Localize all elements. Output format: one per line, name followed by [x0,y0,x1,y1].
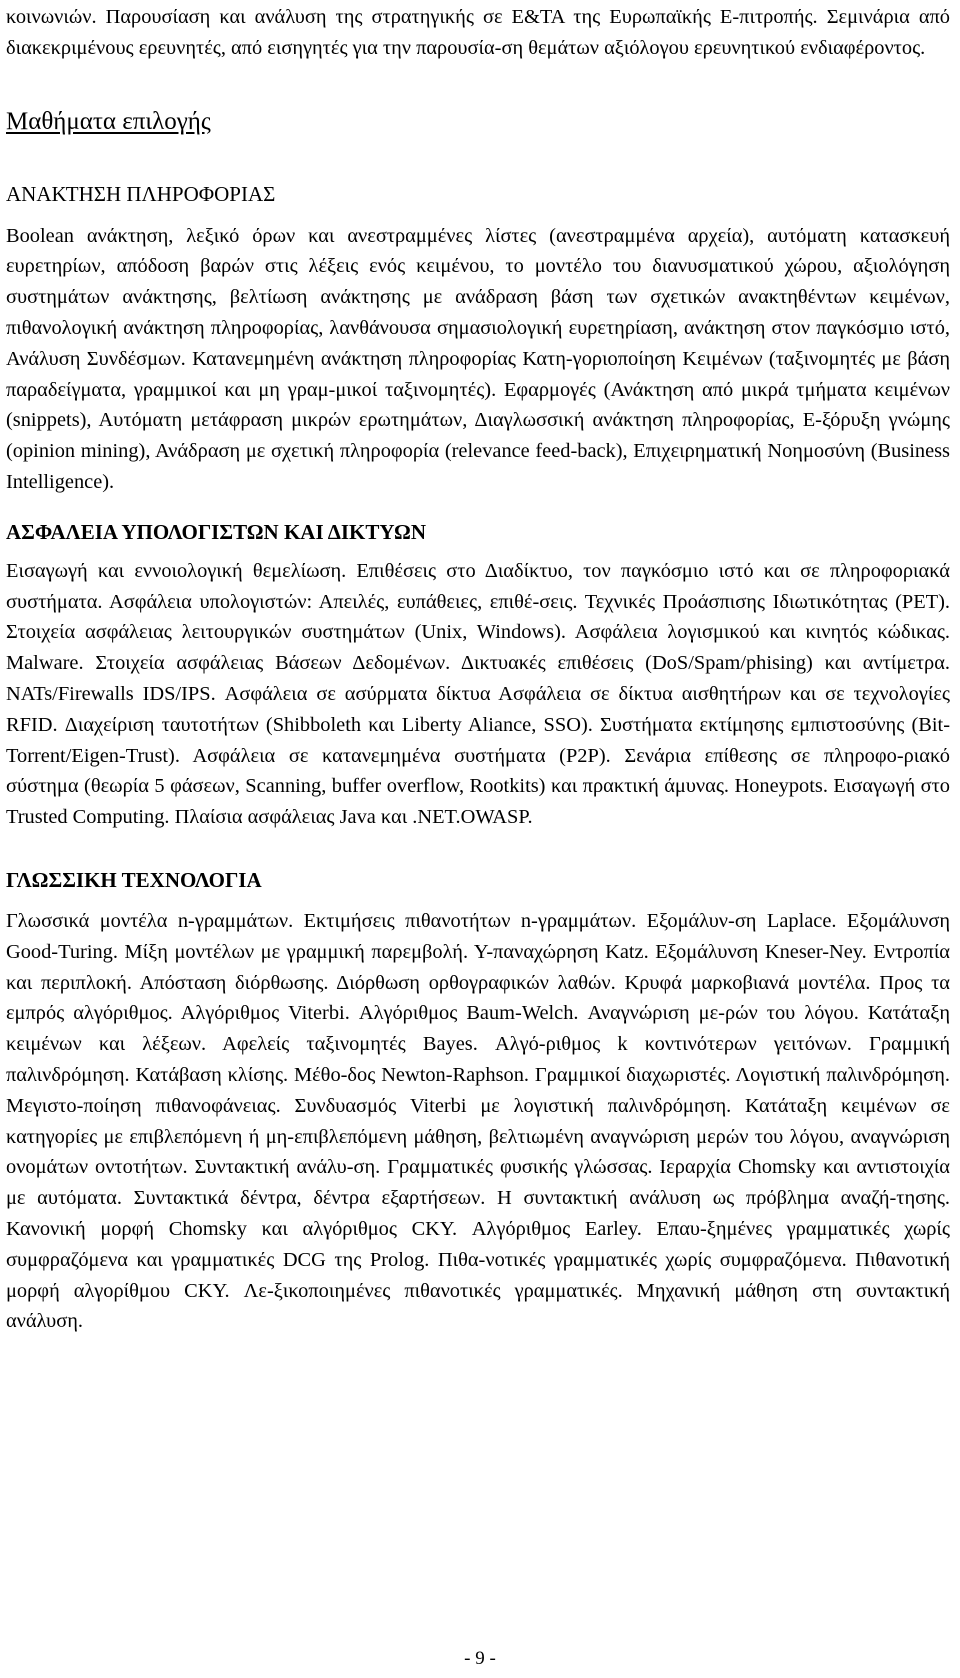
intro-paragraph: κοινωνιών. Παρουσίαση και ανάλυση της στρατηγικής σε Ε&ΤΑ της Ευρωπαϊκής Ε-πιτροπής. Σεμινάρια από διακεκριμένους ερευνητές, από εισηγητές για την παρουσία-ση θεμάτων αξιόλογου ερευνητικού ενδιαφέροντος. [6,6,950,59]
section-body: Εισαγωγή και εννοιολογική θεμελίωση. Επιθέσεις στο Διαδίκτυο, τον παγκόσμιο ιστό και σε πληροφοριακά συστήματα. Ασφάλεια υπολογιστών: Απειλές, ευπάθειες, επιθέ-σεις. Τεχνικές Προάσπισης Ιδιωτικότητας (PET). Στοιχεία ασφάλειας λειτουργικών συστημάτων (Unix, Windows). Ασφάλεια λογισμικού και κινητός κώδικας. Malware. Στοιχεία ασφάλειας Βάσεων Δεδομένων. Δικτυακές επιθέσεις (DoS/Spam/phising) και αντίμετρα. NATs/Firewalls IDS/IPS. Ασφάλεια σε ασύρματα δίκτυα Ασφάλεια σε δίκτυα αισθητήρων και σε τεχνολογίες RFID. Διαχείριση ταυτοτήτων (Shibboleth και Liberty Aliance, SSO). Συστήματα εκτίμησης εμπιστοσύνης (Bit-Torrent/Eigen-Trust). Ασφάλεια σε κατανεμημένα συστήματα (P2P). Σενάρια επίθεσης σε πληροφο-ριακό σύστημα (θεωρία 5 φάσεων, Scanning, buffer overflow, Rootkits) και πρακτική άμυνας. Honeypots. Εισαγωγή στο Trusted Computing. Πλαίσια ασφάλειας Java και .NET.OWASP. [6,559,950,829]
section-body: Γλωσσικά μοντέλα n-γραμμάτων. Εκτιμήσεις πιθανοτήτων n-γραμμάτων. Εξομάλυν-ση Laplace. Εξομάλυνση Good-Turing. Μίξη μοντέλων με γραμμική παρεμβολή. Υ-παναχώρηση Katz. Εξομάλυνση Kneser-Ney. Εντροπία και περιπλοκή. Απόσταση διόρθωσης. Διόρθωση ορθογραφικών λαθών. Κρυφά μαρκοβιανά μοντέλα. Προς τα εμπρός αλγόριθμος. Αλγόριθμος Viterbi. Αλγόριθμος Baum-Welch. Αναγνώριση με-ρών του λόγου. Κατάταξη κειμένων και λέξεων. Αφελείς ταξινομητές Bayes. Αλγό-ριθμος k κοντινότερων γειτόνων. Γραμμική παλινδρόμηση. Κατάβαση κλίσης. Μέθο-δος Newton-Raphson. Γραμμικοί διαχωριστές. Λογιστική παλινδρόμηση. Μεγιστο-ποίηση πιθανοφάνειας. Συνδυασμός Viterbi με λογιστική παλινδρόμηση. Κατάταξη κειμένων σε κατηγορίες με επιβλεπόμενη ή μη-επιβλεπόμενη μάθηση, βελτιωμένη αναγνώριση μερών του λόγου, αναγνώριση ονομάτων οντοτήτων. Συντακτική ανάλυ-ση. Γραμματικές φυσικής γλώσσας. Ιεραρχία Chomsky και αντιστοιχία με αυτόματα. Συντακτικά δέντρα, δέντρα εξαρτήσεων. Η συντακτική ανάλυση ως πρόβλημα αναζή-τησης. Κανονική μορφή Chomsky και αλγόριθμος CKY. Αλγόριθμος Earley. Επαυ-ξημένες γραμματικές χωρίς συμφραζόμενα και γραμματικές DCG της Prolog. Πιθα-νοτικές γραμματικές χωρίς συμφραζόμενα. Πιθανοτική μορφή αλγορίθμου CKY. Λε-ξικοποιημένες πιθανοτικές γραμματικές. Μηχανική μάθηση στη συντακτική ανάλυση. [6,909,950,1333]
page-number: - 9 - [464,1648,496,1669]
section-body: Boolean ανάκτηση, λεξικό όρων και ανεστραμμένες λίστες (ανεστραμμένα αρχεία), αυτόματη κατασκευή ευρετηρίων, απόδοση βαρών στις λέξεις ενός κειμένου, το μοντέλο του διανυσματικού χώρου, αξιολόγηση συστημάτων ανάκτησης, βελτίωση ανάκτησης με ανάδραση βάση των σχετικών ανακτηθέντων κειμένων, πιθανολογική ανάκτηση πληροφορίας, λανθάνουσα σημασιολογική ευρετηρίαση, ανάκτηση στον παγκόσμιο ιστό, Ανάλυση Συνδέσμων. Κατανεμημένη ανάκτηση πληροφορίας Κατη-γοριοποίηση Κειμένων (ταξινομητές με βάση παραδείγματα, γραμμικοί και μη γραμ-μικοί ταξινομητές). Εφαρμογές (Ανάκτηση από μικρά τμήματα κειμένων (snippets), Αυτόματη μετάφραση μικρών ερωτημάτων, Διαγλωσσική ανάκτηση πληροφορίας, Ε-ξόρυξη γνώμης (opinion mining), Ανάδραση με σχετική πληροφορία (relevance feed-back), Επιχειρηματική Νοημοσύνη (Business Intelligence). [6,224,950,493]
electives-heading: Μαθήματα επιλογής [6,107,211,135]
section-title: ΓΛΩΣΣΙΚΗ ΤΕΧΝΟΛΟΓΙΑ [6,867,262,892]
section-computer-security [6,517,950,833]
section-language-technology [6,865,950,1337]
section-title: ΑΣΦΑΛΕΙΑ ΥΠΟΛΟΓΙΣΤΩΝ ΚΑΙ ΔΙΚΤΥΩΝ [6,519,426,544]
section-title: ΑΝΑΚΤΗΣΗ ΠΛΗΡΟΦΟΡΙΑΣ [6,181,276,206]
section-information-retrieval [6,179,950,498]
